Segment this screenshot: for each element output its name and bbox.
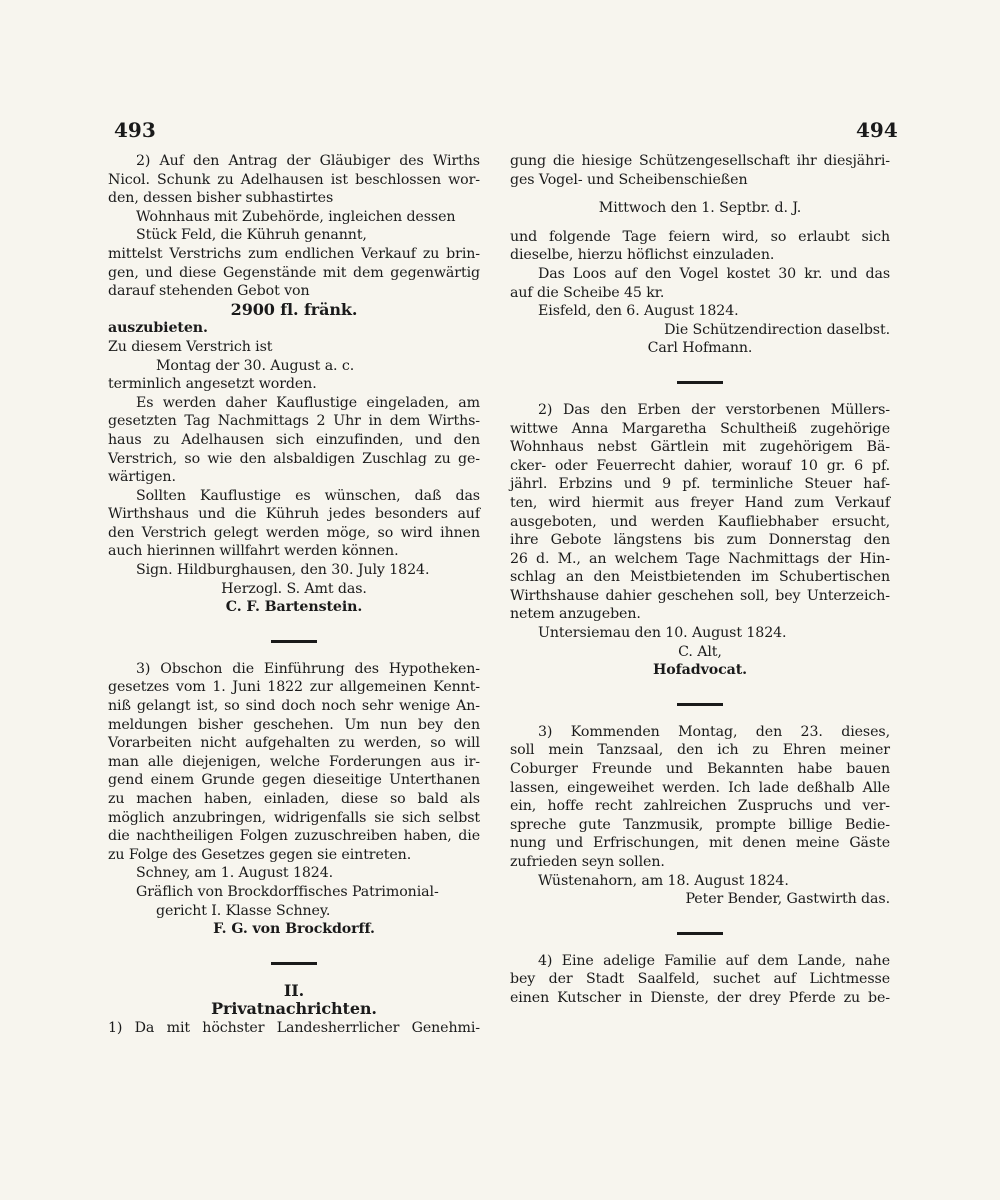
section-title: Privatnachrichten.	[211, 999, 377, 1019]
text-line: einen Kutscher in Dienste, der drey Pferde zu be-	[510, 989, 890, 1006]
signature-place-date: Eisfeld, den 6. August 1824.	[538, 303, 739, 320]
signature-name: C. F. Bartenstein.	[225, 599, 363, 616]
text-line: Wirthshaus und die Kühruh jedes besonders auf	[108, 506, 480, 523]
text-line: auf die Scheibe 45 kr.	[510, 284, 665, 301]
signature-name: Carl Hofmann.	[647, 340, 753, 357]
text-line: darauf stehenden Gebot von	[108, 283, 310, 300]
text-line: 3) Obschon die Einführung des Hypotheken-	[136, 660, 480, 677]
right-column	[510, 152, 890, 1008]
text-line: Stück Feld, die Kühruh genannt,	[136, 227, 367, 244]
text-line: ges Vogel- und Scheibenschießen	[510, 171, 748, 188]
section-divider	[108, 939, 480, 982]
text-line: ein, hoffe recht zahlreichen Zuspruchs und ver-	[510, 798, 890, 815]
page-number-right: 494	[856, 118, 898, 142]
section-divider	[510, 358, 890, 401]
signature-authority: Die Schützendirection daselbst.	[664, 321, 890, 338]
signature-name: C. Alt,	[678, 643, 722, 660]
text-line: auszubieten.	[108, 320, 208, 337]
text-line: 2) Auf den Antrag der Gläubiger des Wirths	[136, 153, 480, 169]
text-line: ausgeboten, und werden Kaufliebhaber ersucht,	[510, 513, 890, 530]
text-line: lassen, eingeweihet werden. Ich lade deßhalb Alle	[510, 779, 890, 796]
text-line: ihre Gebote längstens bis zum Donnerstag den	[510, 532, 890, 549]
text-line: Wohnhaus mit Zubehörde, ingleichen dessen	[136, 208, 456, 225]
text-line: wittwe Anna Margaretha Schultheiß zugehörige	[510, 420, 890, 437]
text-line: spreche gute Tanzmusik, prompte billige Bedie-	[510, 816, 890, 833]
text-line: Zu diesem Verstrich ist	[108, 338, 273, 355]
text-line: den Verstrich gelegt werden möge, so wird ihnen	[108, 524, 480, 541]
text-line: 2) Das den Erben der verstorbenen Müllers-	[538, 401, 890, 418]
text-line: jährl. Erbzins und 9 pf. terminliche Steuer haf-	[510, 476, 890, 493]
text-line: schlag an den Meistbietenden im Schubertischen	[510, 569, 890, 586]
page-number-left: 493	[114, 118, 156, 142]
bid-amount: 2900 fl. fränk.	[230, 299, 358, 319]
text-line: gung die hiesige Schützengesellschaft ihr diesjähri-	[510, 153, 890, 169]
text-line: auch hierinnen willfahrt werden können.	[108, 543, 399, 560]
section-divider	[510, 909, 890, 952]
event-date: Mittwoch den 1. Septbr. d. J.	[598, 200, 802, 217]
text-line: 3) Kommenden Montag, den 23. dieses,	[538, 723, 890, 740]
text-line: zu Folge des Gesetzes gegen sie eintreten.	[108, 846, 412, 863]
text-line: mittelst Verstrichs zum endlichen Verkauf zu brin-	[108, 245, 480, 262]
text-line: Verstrich, so wie den alsbaldigen Zuschlag zu ge-	[108, 450, 480, 467]
signature-authority: gericht I. Klasse Schney.	[156, 902, 331, 919]
auction-date: Montag der 30. August a. c.	[156, 357, 355, 374]
text-line: zufrieden seyn sollen.	[510, 854, 665, 870]
text-line: bey der Stadt Saalfeld, suchet auf Lichtmesse	[510, 971, 890, 988]
text-line: gesetzten Tag Nachmittags 2 Uhr in dem Wirths-	[108, 413, 480, 430]
signature-name: Peter Bender, Gastwirth das.	[685, 891, 890, 908]
signature-authority: Herzogl. S. Amt das.	[221, 580, 367, 597]
text-line: nung und Erfrischungen, mit denen meine Gäste	[510, 835, 890, 852]
signature-place-date: Untersiemau den 10. August 1824.	[538, 625, 787, 642]
text-line: haus zu Adelhausen sich einzufinden, und den	[108, 431, 480, 448]
notice-2-left	[108, 152, 480, 617]
right-page	[500, 0, 1000, 1200]
section-number: II.	[283, 980, 305, 1000]
text-line: die nachtheiligen Folgen zuzuschreiben haben, die	[108, 828, 480, 845]
text-line: Sollten Kauflustige es wünschen, daß das	[136, 487, 480, 504]
left-column	[108, 152, 480, 1038]
text-line: wärtigen.	[108, 469, 176, 486]
text-line: 4) Eine adelige Familie auf dem Lande, nahe	[538, 952, 890, 969]
text-line: ten, wird hiermit aus freyer Hand zum Verkauf	[510, 494, 890, 511]
text-line: man alle diejenigen, welche Forderungen aus ir-	[108, 753, 480, 770]
notice-2-right	[510, 401, 890, 680]
text-line: niß gelangt ist, so sind doch noch sehr wenige An-	[108, 698, 480, 715]
text-line: Coburger Freunde und Bekannten habe bauen	[510, 761, 890, 778]
text-line: Das Loos auf den Vogel kostet 30 kr. und das	[538, 265, 890, 282]
text-line: zu machen haben, einladen, diese so bald als	[108, 791, 480, 807]
signature-name: F. G. von Brockdorff.	[213, 921, 375, 938]
signature-place-date: Sign. Hildburghausen, den 30. July 1824.	[136, 562, 430, 579]
signature-place-date: Schney, am 1. August 1824.	[136, 865, 334, 882]
text-line: soll mein Tanzsaal, den ich zu Ehren meiner	[510, 742, 890, 759]
text-line: 26 d. M., an welchem Tage Nachmittags der Hin-	[510, 550, 890, 567]
text-line: meldungen bisher geschehen. Um nun bey den	[108, 716, 480, 733]
text-line: gend einem Grunde gegen dieseitige Unterthanen	[108, 772, 480, 789]
text-line: gesetzes vom 1. Juni 1822 zur allgemeinen Kennt-	[108, 679, 480, 696]
text-line: Wirthshause dahier geschehen soll, bey Unterzeich-	[510, 587, 890, 604]
text-line: gen, und diese Gegenstände mit dem gegenwärtig	[108, 264, 480, 281]
section-divider	[510, 680, 890, 723]
signature-place-date: Wüstenahorn, am 18. August 1824.	[538, 872, 789, 889]
text-line: Vorarbeiten nicht aufgehalten zu werden, so will	[108, 735, 480, 752]
notice-1-continued	[510, 152, 890, 358]
text-line: Es werden daher Kauflustige eingeladen, am	[136, 394, 480, 411]
text-line: möglich anzubringen, widrigenfalls sie sich selbst	[108, 809, 480, 826]
text-line: netem anzugeben.	[510, 606, 641, 623]
text-line: Wohnhaus nebst Gärtlein mit zugehörigem Bä-	[510, 439, 890, 456]
text-line: den, dessen bisher subhastirtes	[108, 190, 334, 207]
text-line: dieselbe, hierzu höflichst einzuladen.	[510, 247, 775, 264]
text-line: 1) Da mit höchster Landesherrlicher Genehmi-	[108, 1019, 480, 1036]
notice-3-left	[108, 660, 480, 939]
text-line: und folgende Tage feiern wird, so erlaubt sich	[510, 228, 890, 245]
notice-3-right	[510, 723, 890, 909]
signature-title: Hofadvocat.	[652, 662, 747, 679]
text-line: Nicol. Schunk zu Adelhausen ist beschlossen wor-	[108, 171, 480, 188]
notice-4-right	[510, 952, 890, 1008]
text-line: cker- oder Feuerrecht dahier, worauf 10 gr. 6 pf.	[510, 457, 890, 474]
text-line: terminlich angesetzt worden.	[108, 376, 317, 393]
section-divider	[108, 617, 480, 660]
signature-authority: Gräflich von Brockdorffisches Patrimonial-	[136, 883, 439, 900]
